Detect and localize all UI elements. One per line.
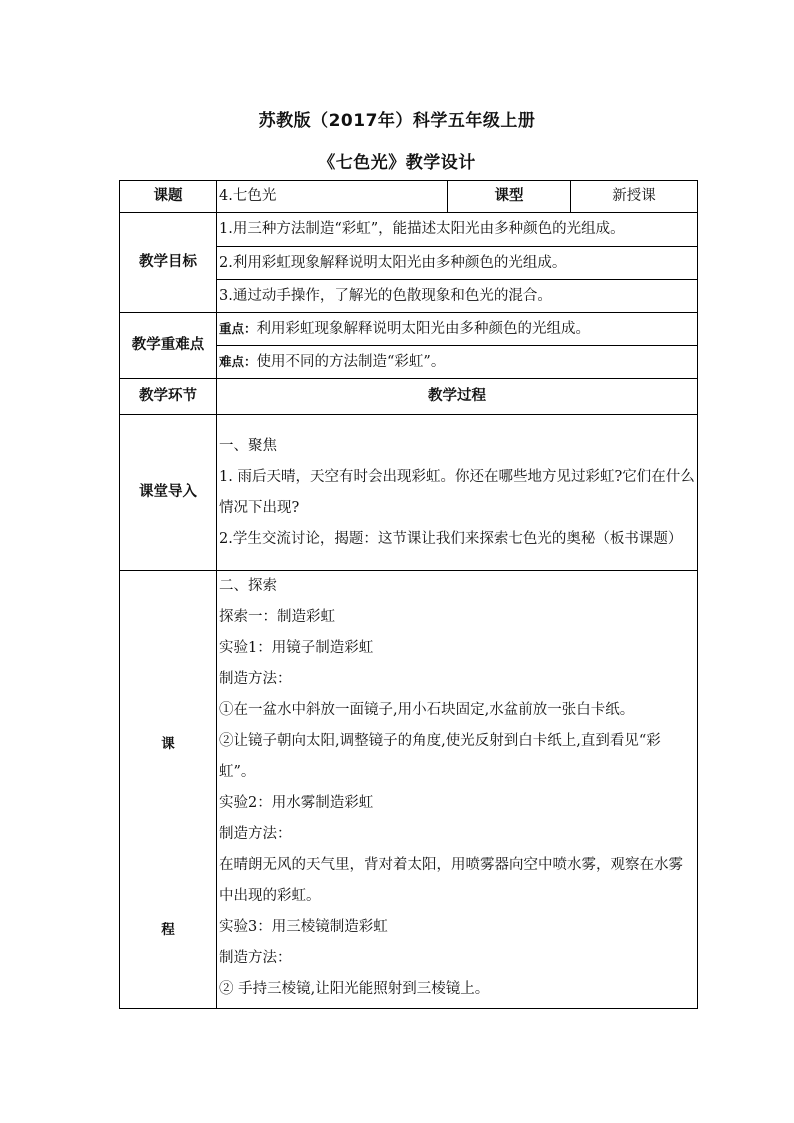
lesson-type-label: 课型 <box>448 181 571 213</box>
intro-content <box>217 415 698 571</box>
process-label-char: 课 <box>161 736 175 752</box>
section-value: 教学过程 <box>217 379 698 415</box>
process-line: 制造方法： <box>219 950 292 966</box>
difficulty-text: 使用不同的方法制造“彩虹”。 <box>256 354 446 370</box>
process-line: 二、探索 <box>219 578 277 594</box>
goals-label: 教学目标 <box>120 213 217 313</box>
intro-line: 1. 雨后天晴，天空有时会出现彩虹。你还在哪些地方见过彩虹?它们在什么情况下出现? <box>219 468 695 516</box>
section-header-row <box>120 379 698 415</box>
goal-item: 2.利用彩虹现象解释说明太阳光由多种颜色的光组成。 <box>217 247 698 280</box>
process-line: ②让镜子朝向太阳,调整镜子的角度,使光反射到白卡纸上,直到看见“彩虹”。 <box>219 733 661 780</box>
process-label <box>120 571 217 1009</box>
focus-cell <box>217 313 698 346</box>
lesson-type-value: 新授课 <box>571 181 698 213</box>
topic-label: 课题 <box>120 181 217 213</box>
process-line: 制造方法： <box>219 826 292 842</box>
goal-item: 3.通过动手操作，了解光的色散现象和色光的混合。 <box>217 280 698 313</box>
topic-row <box>120 181 698 213</box>
process-line: ①在一盆水中斜放一面镜子,用小石块固定,水盆前放一张白卡纸。 <box>219 702 635 718</box>
process-line: 实验1：用镜子制造彩虹 <box>219 640 374 656</box>
focus-text: 利用彩虹现象解释说明太阳光由多种颜色的光组成。 <box>256 321 591 337</box>
process-row <box>120 571 698 1009</box>
process-line: 制造方法： <box>219 671 292 687</box>
goal-item: 1.用三种方法制造“彩虹”，能描述太阳光由多种颜色的光组成。 <box>217 213 698 247</box>
process-label-char: 程 <box>161 922 175 938</box>
focus-row <box>120 313 698 346</box>
process-line: 实验3：用三棱镜制造彩虹 <box>219 919 388 935</box>
process-content <box>217 571 698 1009</box>
process-line: ② 手持三棱镜,让阳光能照射到三棱镜上。 <box>219 981 490 997</box>
process-line: 探索一：制造彩虹 <box>219 609 335 625</box>
process-line: 实验2：用水雾制造彩虹 <box>219 795 374 811</box>
intro-label: 课堂导入 <box>120 415 217 571</box>
focus-prefix: 重点： <box>219 321 257 336</box>
intro-line: 一、聚焦 <box>219 437 277 454</box>
document-title: 苏教版（2017年）科学五年级上册 <box>258 111 536 131</box>
difficulty-prefix: 难点： <box>219 354 257 369</box>
document-subtitle: 《七色光》教学设计 <box>318 153 476 173</box>
section-label: 教学环节 <box>120 379 217 415</box>
topic-value: 4.七色光 <box>217 181 448 213</box>
intro-line: 2.学生交流讨论，揭题：这节课让我们来探索七色光的奥秘（板书课题） <box>219 530 683 547</box>
key-points-label: 教学重难点 <box>120 313 217 379</box>
intro-row <box>120 415 698 571</box>
difficulty-cell <box>217 346 698 379</box>
lesson-plan-table <box>119 180 698 1009</box>
goal-row <box>120 213 698 247</box>
process-line: 在晴朗无风的天气里，背对着太阳，用喷雾器向空中喷水雾，观察在水雾中出现的彩虹。 <box>219 857 683 904</box>
